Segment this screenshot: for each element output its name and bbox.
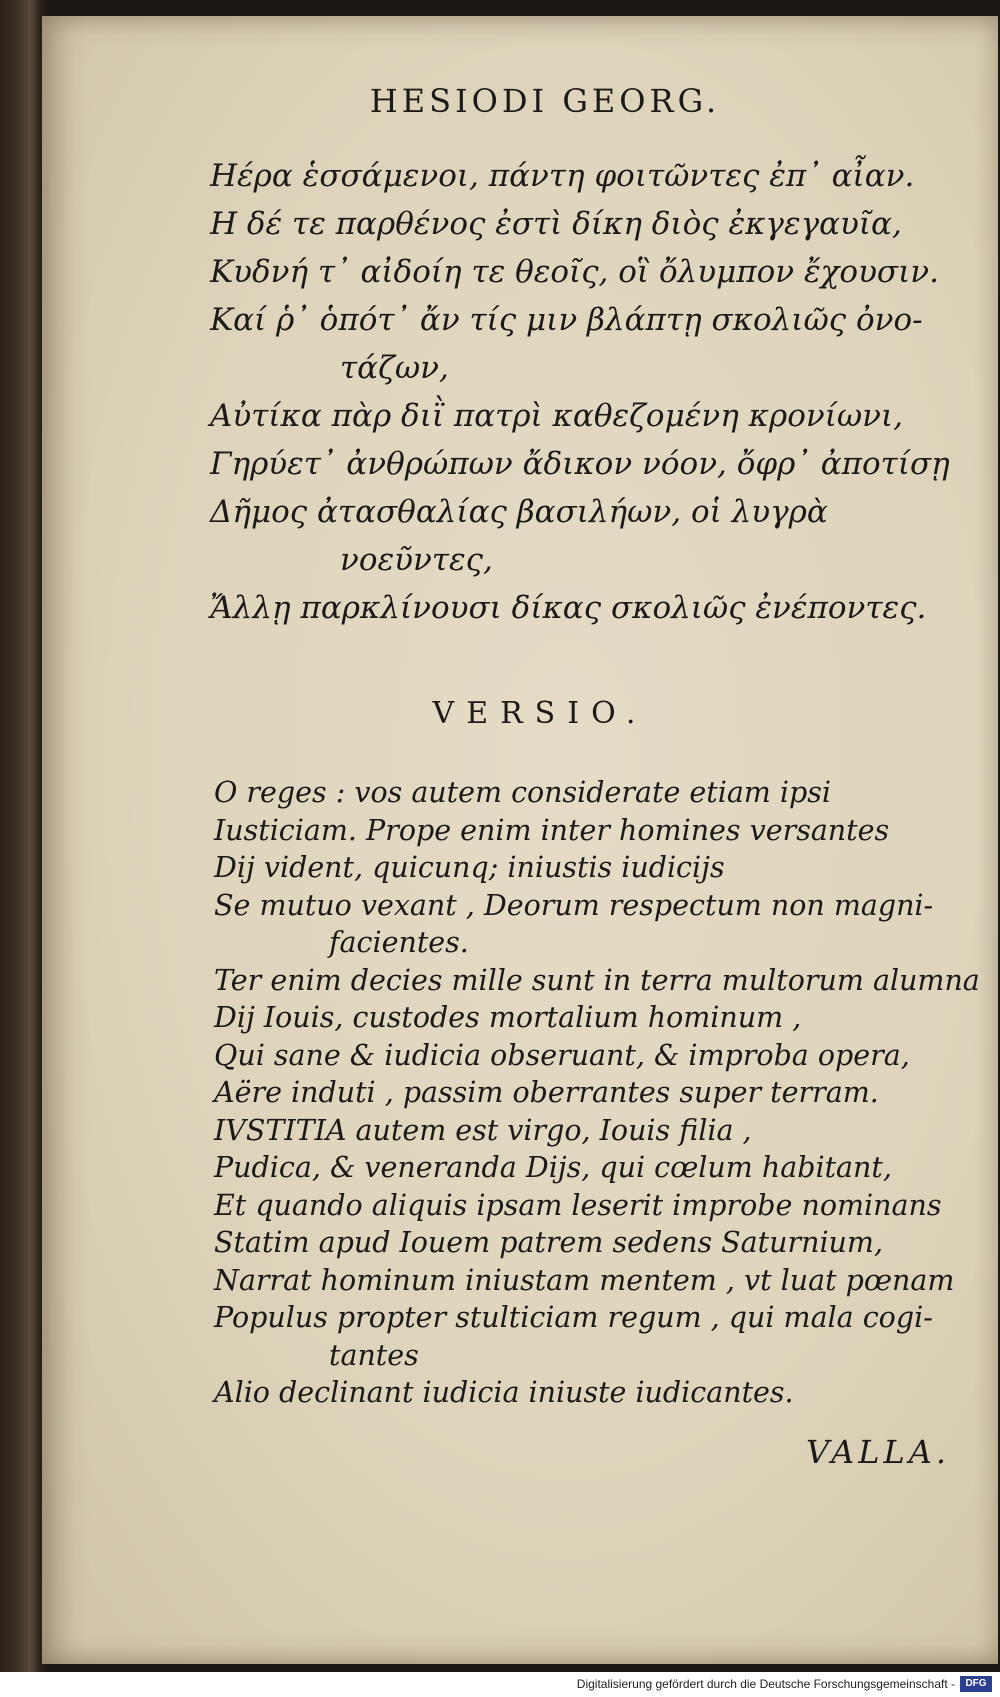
latin-verse-line: Alio declinant iudicia iniuste iudicantes. <box>214 1376 794 1409</box>
book-page <box>42 16 998 1664</box>
latin-verse-line: tantes <box>329 1338 419 1372</box>
versio-heading: VERSIO. <box>432 696 648 731</box>
dfg-logo-icon: DFG <box>960 1676 992 1692</box>
latin-verse-line: facientes. <box>329 926 469 959</box>
greek-verse-line: Καί ῥ᾽ ὁπότ᾽ ἄν τίς μιν βλάπτῃ σκολιῶς ὀνο- <box>210 302 923 338</box>
greek-verse-line: Κυδνή τ᾽ αἰδοίη τε θεοῖς, οἳ ὄλυμπον ἔχουσιν. <box>210 254 939 290</box>
greek-text-block <box>210 152 990 632</box>
greek-verse-line: Δῆμος ἀτασθαλίας βασιλήων, οἱ λυγρὰ <box>210 494 828 530</box>
latin-verse-line: Ter enim decies mille sunt in terra multorum alumna <box>214 963 980 997</box>
greek-verse-line: Ηέρα ἑσσάμενοι, πάντη φοιτῶντες ἐπ᾽ αἶαν. <box>210 158 915 194</box>
signature-valla: VALLA. <box>806 1433 950 1471</box>
latin-verse-line: Narrat hominum iniustam mentem , vt luat pœnam <box>214 1263 955 1297</box>
latin-verse-line: Populus propter stulticiam regum , qui mala cogi- <box>214 1301 933 1334</box>
latin-verse-line: Statim apud Iouem patrem sedens Saturnium, <box>214 1226 883 1259</box>
latin-verse-line: IVSTITIA autem est virgo, Iouis filia , <box>214 1113 752 1147</box>
latin-verse-line: Pudica, & veneranda Dijs, qui cœlum habitant, <box>214 1151 892 1184</box>
greek-verse-line: Ἄλλῃ παρκλίνουσι δίκας σκολιῶς ἐνέποντες. <box>210 590 927 626</box>
latin-verse-line: Aëre induti , passim oberrantes super terram. <box>214 1076 879 1109</box>
greek-verse-line: Γηρύετ᾽ ἀνθρώπων ἄδικον νόον, ὄφρ᾽ ἀποτίσῃ <box>210 446 950 482</box>
greek-verse-line: τάζων, <box>340 350 449 386</box>
latin-verse-line: Dij Iouis, custodes mortalium hominum , <box>214 1001 802 1034</box>
running-head: HESIODI GEORG. <box>369 82 721 120</box>
dfg-credit-text: Digitalisierung gefördert durch die Deutsche Forschungsgemeinschaft - <box>576 1677 955 1691</box>
greek-verse-line: Η δέ τε παρθένος ἐστὶ δίκη διὸς ἐκγεγαυῖα, <box>210 206 902 242</box>
greek-verse-line: νοεῦντες, <box>340 542 493 578</box>
latin-verse-line: O reges : vos autem considerate etiam ipsi <box>214 776 831 809</box>
latin-verse-line: Et quando aliquis ipsam leserit improbe nominans <box>214 1188 942 1222</box>
greek-verse-line: Αὐτίκα πὰρ διῒ πατρὶ καθεζομένη κρονίωνι, <box>210 398 903 434</box>
digitization-credit-bar <box>0 1672 1000 1697</box>
latin-verse-line: Iusticiam. Prope enim inter homines versantes <box>214 813 890 847</box>
latin-translation-block <box>214 774 994 1412</box>
latin-verse-line: Dij vident, quicunq; iniustis iudicijs <box>214 851 725 884</box>
latin-verse-line: Se mutuo vexant , Deorum respectum non magni- <box>214 888 934 922</box>
latin-verse-line: Qui sane & iudicia obseruant, & improba opera, <box>214 1038 910 1072</box>
